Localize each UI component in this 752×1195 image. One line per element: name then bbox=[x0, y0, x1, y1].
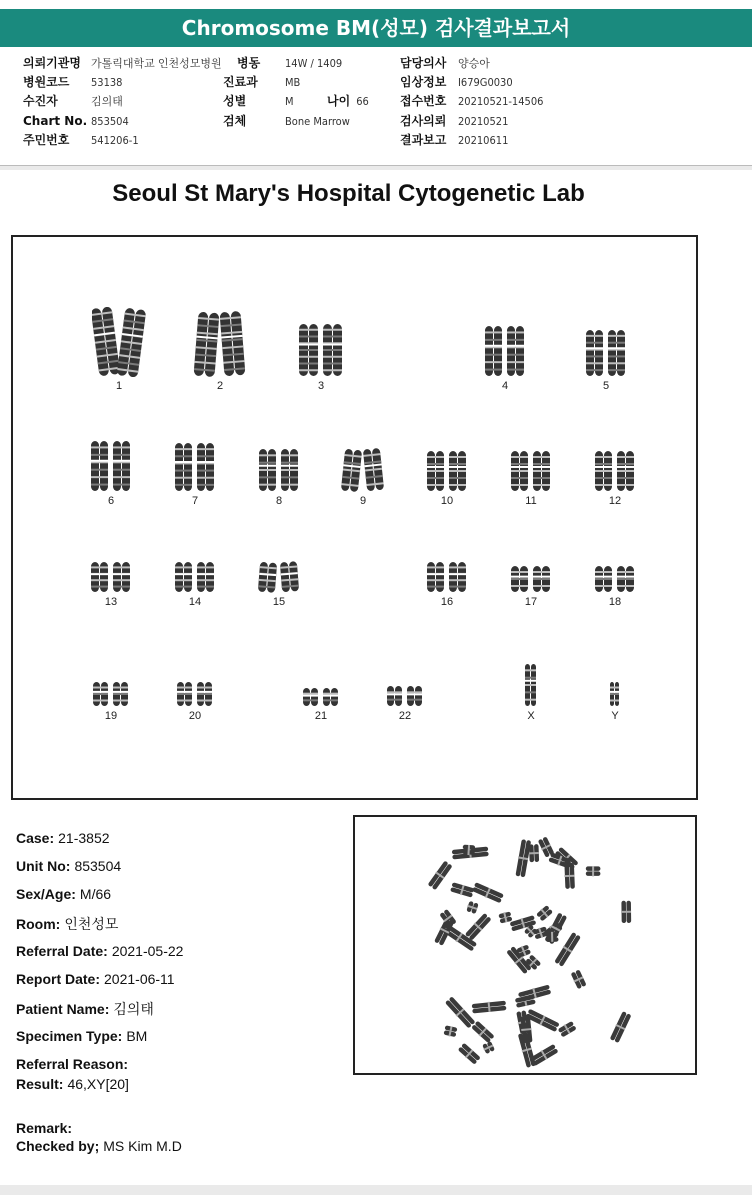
field-value: 21-3852 bbox=[58, 830, 110, 846]
info-receipt-no: 접수번호 20210521-14506 bbox=[400, 94, 544, 108]
chromosome-pair-9 bbox=[340, 448, 386, 492]
metaphase-chromosome bbox=[518, 984, 552, 1002]
chromosome-label-22: 22 bbox=[398, 710, 412, 722]
metaphase-chromosome bbox=[536, 905, 553, 922]
chromosome-label-9: 9 bbox=[359, 495, 367, 507]
field-room bbox=[16, 914, 118, 934]
chromosome-pair-1 bbox=[92, 307, 146, 377]
field-value: MS Kim M.D bbox=[103, 1138, 182, 1154]
metaphase-chromosome bbox=[498, 911, 512, 924]
field-unit-no bbox=[16, 858, 121, 874]
chromosome-label-2: 2 bbox=[216, 380, 224, 392]
chromosome-pair-20 bbox=[174, 681, 216, 707]
metaphase-chromosome bbox=[466, 901, 479, 914]
report-title: Chromosome BM(성모) 검사결과보고서 bbox=[0, 9, 752, 47]
chromosome-label-10: 10 bbox=[440, 495, 454, 507]
metaphase-chromosome bbox=[471, 1021, 495, 1044]
chromosome-label-19: 19 bbox=[104, 710, 118, 722]
field-value: 김의태 bbox=[113, 1001, 154, 1017]
chromosome-pair-12 bbox=[592, 450, 638, 492]
patient-info-panel bbox=[0, 48, 752, 166]
chromosome-label-13: 13 bbox=[104, 596, 118, 608]
chromosome-label-16: 16 bbox=[440, 596, 454, 608]
info-specimen: 검체 Bone Marrow bbox=[223, 114, 350, 128]
chromosome-pair-6 bbox=[88, 440, 134, 492]
metaphase-chromosome bbox=[457, 1043, 480, 1065]
chromosome-label-17: 17 bbox=[524, 596, 538, 608]
field-label: Remark: bbox=[16, 1120, 73, 1136]
chromosome-label-11: 11 bbox=[525, 495, 537, 507]
chromosome-pair-21 bbox=[300, 687, 342, 707]
field-label: Sex/Age: bbox=[16, 886, 76, 902]
field-label: Unit No: bbox=[16, 858, 71, 874]
info-ward: 병동 14W / 1409 bbox=[237, 56, 343, 70]
info-hospital-code: 병원코드 53138 bbox=[23, 75, 123, 89]
chromosome-pair-y bbox=[607, 681, 623, 707]
metaphase-chromosome bbox=[439, 909, 457, 928]
chromosome-pair-22 bbox=[384, 685, 426, 707]
chromosome-label-3: 3 bbox=[317, 380, 325, 392]
field-label: Referral Reason: bbox=[16, 1056, 129, 1072]
chromosome-label-x: X bbox=[527, 710, 535, 722]
chromosome-pair-17 bbox=[508, 565, 554, 593]
metaphase-chromosome bbox=[515, 839, 531, 877]
field-referral-reason bbox=[16, 1056, 128, 1072]
chromosome-pair-13 bbox=[88, 561, 134, 593]
chromosome-pair-2 bbox=[193, 311, 247, 377]
field-label: Specimen Type: bbox=[16, 1028, 123, 1044]
field-label: Checked by; bbox=[16, 1138, 100, 1154]
chromosome-pair-14 bbox=[172, 561, 218, 593]
metaphase-image bbox=[353, 815, 697, 1075]
metaphase-chromosome bbox=[450, 882, 475, 898]
metaphase-chromosome bbox=[427, 860, 452, 890]
chromosome-label-5: 5 bbox=[602, 380, 610, 392]
chromosome-label-6: 6 bbox=[107, 495, 115, 507]
field-label: Report Date: bbox=[16, 971, 101, 987]
field-label: Patient Name: bbox=[16, 1001, 110, 1017]
field-report-date bbox=[16, 971, 175, 987]
info-chart-no: Chart No. 853504 bbox=[23, 114, 129, 128]
chromosome-pair-8 bbox=[256, 448, 302, 492]
metaphase-chromosome bbox=[482, 1041, 495, 1054]
metaphase-chromosome bbox=[444, 996, 475, 1029]
metaphase-chromosome bbox=[464, 912, 491, 940]
field-value: 인천성모 bbox=[64, 916, 119, 932]
field-label: Room: bbox=[16, 916, 61, 932]
info-request-date: 검사의뢰 20210521 bbox=[400, 114, 509, 128]
bottom-divider bbox=[0, 1185, 752, 1195]
field-sex-age bbox=[16, 886, 111, 902]
chromosome-pair-16 bbox=[424, 561, 470, 593]
field-remark bbox=[16, 1120, 72, 1136]
chromosome-pair-11 bbox=[508, 450, 554, 492]
info-department: 진료과 MB bbox=[223, 75, 301, 89]
field-label: Case: bbox=[16, 830, 55, 846]
info-physician: 담당의사 양승아 bbox=[400, 56, 490, 70]
field-specimen-type bbox=[16, 1028, 147, 1044]
chromosome-pair-7 bbox=[172, 442, 218, 492]
info-age: 나이 66 bbox=[327, 94, 369, 108]
field-value: M/66 bbox=[79, 886, 112, 902]
info-institution: 의뢰기관명 가톨릭대학교 인천성모병원 bbox=[23, 56, 222, 70]
field-value: 853504 bbox=[74, 858, 122, 874]
chromosome-label-12: 12 bbox=[608, 495, 622, 507]
chromosome-label-1: 1 bbox=[115, 380, 123, 392]
metaphase-chromosome bbox=[443, 1025, 457, 1037]
chromosome-pair-x bbox=[522, 663, 540, 707]
chromosome-label-14: 14 bbox=[188, 596, 202, 608]
info-resident-no: 주민번호 541206-1 bbox=[23, 133, 139, 147]
field-result bbox=[16, 1076, 129, 1092]
info-report-date: 결과보고 20210611 bbox=[400, 133, 509, 147]
chromosome-pair-10 bbox=[424, 450, 470, 492]
field-checked-by bbox=[16, 1138, 182, 1154]
chromosome-label-18: 18 bbox=[608, 596, 622, 608]
field-value: BM bbox=[126, 1028, 148, 1044]
metaphase-chromosome bbox=[554, 932, 581, 967]
chromosome-pair-3 bbox=[296, 323, 346, 377]
chromosome-label-y: Y bbox=[611, 710, 619, 722]
lab-title: Seoul St Mary's Hospital Cytogenetic Lab bbox=[112, 180, 585, 207]
info-clinical: 임상정보 I679G0030 bbox=[400, 75, 513, 89]
chromosome-label-20: 20 bbox=[188, 710, 202, 722]
chromosome-pair-19 bbox=[90, 681, 132, 707]
metaphase-chromosome bbox=[530, 1043, 559, 1066]
field-referral-date bbox=[16, 943, 183, 959]
metaphase-chromosome bbox=[557, 1020, 576, 1037]
chromosome-label-21: 21 bbox=[314, 710, 328, 722]
field-patient-name bbox=[16, 999, 154, 1019]
chromosome-label-7: 7 bbox=[191, 495, 199, 507]
field-case bbox=[16, 830, 110, 846]
info-sex: 성별 M bbox=[223, 94, 294, 108]
chromosome-label-8: 8 bbox=[275, 495, 283, 507]
field-label: Referral Date: bbox=[16, 943, 108, 959]
chromosome-pair-18 bbox=[592, 565, 638, 593]
chromosome-pair-15 bbox=[256, 561, 302, 593]
metaphase-spread bbox=[355, 817, 695, 1073]
chromosome-pair-4 bbox=[482, 325, 528, 377]
karyogram bbox=[11, 235, 698, 800]
metaphase-chromosome bbox=[609, 1011, 631, 1043]
metaphase-chromosome bbox=[621, 901, 631, 923]
info-patient: 수진자 김의태 bbox=[23, 94, 123, 108]
chromosome-label-4: 4 bbox=[501, 380, 509, 392]
metaphase-chromosome bbox=[472, 882, 504, 904]
field-value: 46,XY[20] bbox=[67, 1076, 129, 1092]
chromosome-pair-5 bbox=[583, 329, 629, 377]
metaphase-chromosome bbox=[586, 866, 601, 876]
field-value: 2021-06-11 bbox=[104, 971, 175, 987]
metaphase-chromosome bbox=[472, 1000, 507, 1013]
metaphase-chromosome bbox=[570, 969, 587, 989]
chromosome-label-15: 15 bbox=[272, 596, 286, 608]
cytogenetic-report bbox=[0, 170, 752, 1185]
field-label: Result: bbox=[16, 1076, 64, 1092]
field-value: 2021-05-22 bbox=[111, 943, 184, 959]
title-bar bbox=[0, 0, 752, 49]
